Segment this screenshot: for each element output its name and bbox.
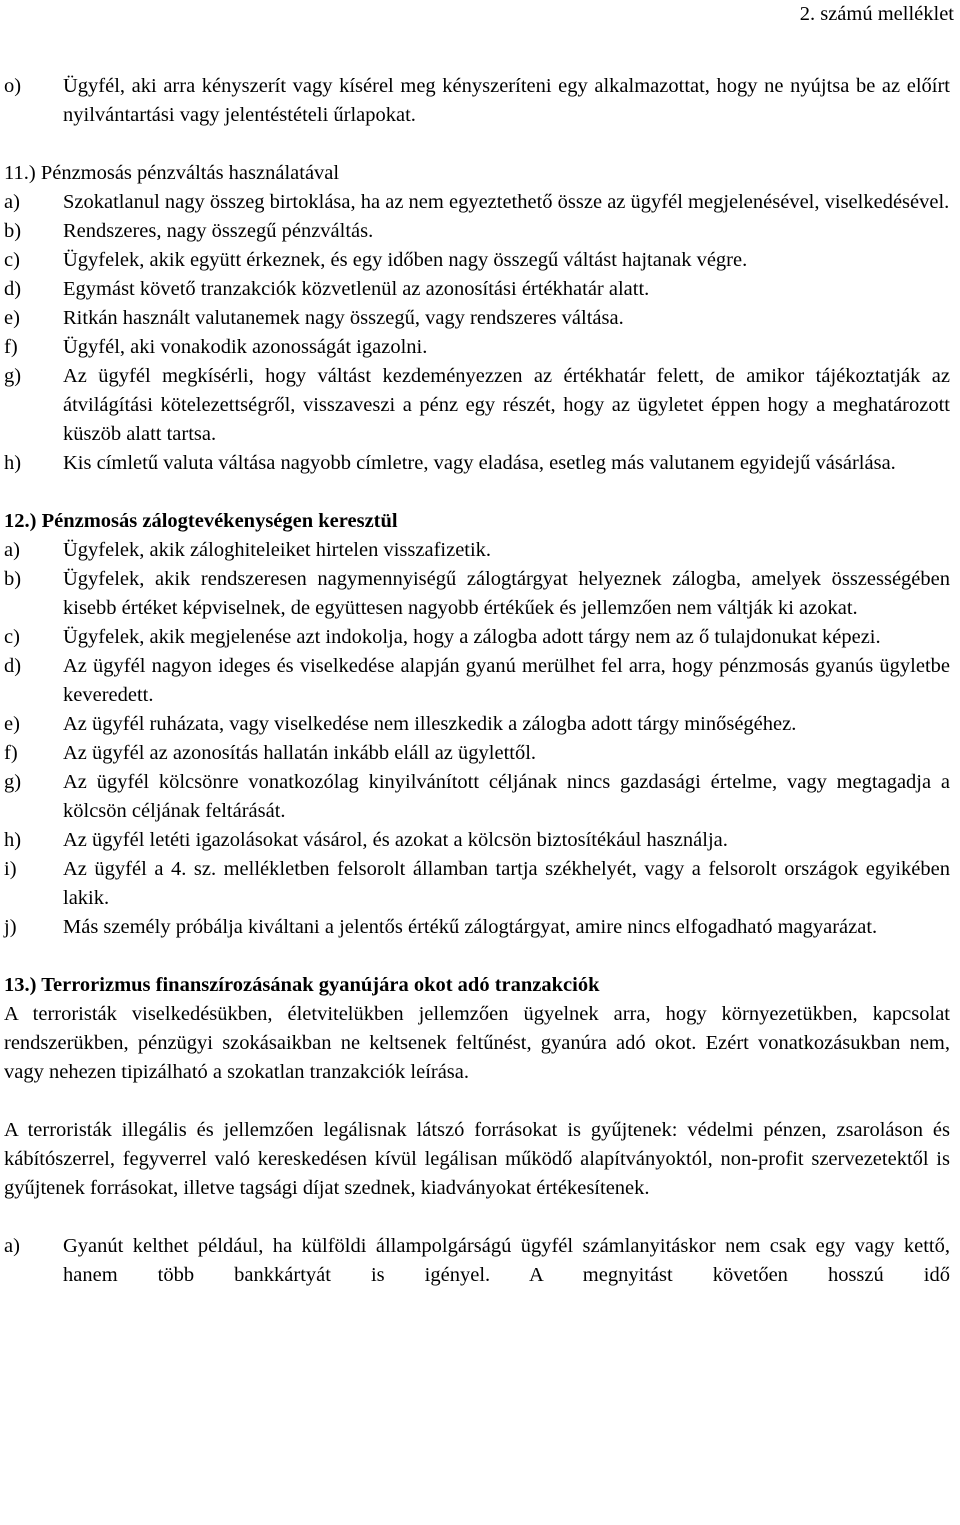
item-label: g)	[4, 365, 22, 387]
item-text: Egymást követő tranzakciók közvetlenül az azonosítási értékhatár alatt.	[63, 278, 650, 300]
item-text: Az ügyfél a 4. sz. mellékletben felsorolt államban tartja székhelyét, vagy a felsorolt országok egyikében lakik.	[63, 858, 950, 909]
list-item	[4, 333, 950, 362]
item-text: Ügyfél, aki vonakodik azonosságát igazolni.	[63, 336, 428, 358]
item-label: f)	[4, 742, 18, 764]
item-label: a)	[4, 539, 20, 561]
list-item	[4, 623, 950, 652]
item-text: Rendszeres, nagy összegű pénzváltás.	[63, 220, 374, 242]
item-label: h)	[4, 452, 22, 474]
item-label: c)	[4, 249, 20, 271]
item-text: Az ügyfél kölcsönre vonatkozólag kinyilvánított céljának nincs gazdasági értelme, vagy megtagadja a kölcsön céljának feltárását.	[63, 771, 950, 822]
list-item	[4, 72, 950, 130]
item-text: Ügyfelek, akik együtt érkeznek, és egy időben nagy összegű váltást hajtanak végre.	[63, 249, 748, 271]
section-title: 13.) Terrorizmus finanszírozásának gyanújára okot adó tranzakciók	[4, 974, 600, 996]
item-text: Gyanút kelthet például, ha külföldi állampolgárságú ügyfél számlanyitáskor nem csak egy vagy kettő, hanem több bankkártyát is igényel. A megnyitást követően hosszú idő	[63, 1235, 950, 1286]
section-title: 12.) Pénzmosás zálogtevékenységen keresztül	[4, 510, 398, 532]
list-item	[4, 826, 950, 855]
list-item	[4, 739, 950, 768]
item-text: Ügyfél, aki arra kényszerít vagy kísérel meg kényszeríteni egy alkalmazottat, hogy ne nyújtsa be az előírt nyilvántartási vagy jelentéstételi űrlapokat.	[63, 75, 950, 126]
item-text: Ügyfelek, akik rendszeresen nagymennyiségű zálogtárgyat helyeznek zálogba, amelyek összességében kisebb értéket képviselnek, de együttesen nagyobb értékűek és jellemzően nem váltják ki azokat.	[63, 568, 950, 619]
section-13	[4, 971, 950, 1290]
item-label: h)	[4, 829, 22, 851]
list-item	[4, 449, 950, 478]
list-item	[4, 188, 950, 217]
list-item	[4, 1232, 950, 1290]
item-label: o)	[4, 75, 22, 97]
list-item	[4, 710, 950, 739]
item-text: Az ügyfél ruházata, vagy viselkedése nem illeszkedik a zálogba adott tárgy minőségéhez.	[63, 713, 797, 735]
section-11	[4, 159, 950, 478]
item-label: g)	[4, 771, 22, 793]
item-label: i)	[4, 858, 17, 880]
item-text: Az ügyfél letéti igazolásokat vásárol, és azokat a kölcsön biztosítékául használja.	[63, 829, 728, 851]
list-item	[4, 913, 950, 942]
list-item	[4, 565, 950, 623]
item-label: c)	[4, 626, 20, 648]
item-text: Az ügyfél nagyon ideges és viselkedése alapján gyanú merülhet fel arra, hogy pénzmosás gyanús ügyletbe keveredett.	[63, 655, 950, 706]
item-label: b)	[4, 220, 22, 242]
item-label: b)	[4, 568, 22, 590]
item-label: d)	[4, 655, 22, 677]
item-label: e)	[4, 307, 20, 329]
list-item	[4, 362, 950, 449]
item-text: Az ügyfél az azonosítás hallatán inkább eláll az ügylettől.	[63, 742, 537, 764]
item-label: j)	[4, 916, 17, 938]
item-text: Az ügyfél megkísérli, hogy váltást kezdeményezzen az értékhatár felett, de amikor tájékoztatják az átvilágítási kötelezettségről, visszaveszi a pénz egy részét, hogy az ügyletet éppen hogy a meghatározott küszöb alatt tartsa.	[63, 365, 950, 445]
item-text: Kis címletű valuta váltása nagyobb címletre, vagy eladása, esetleg más valutanem egyidejű vásárlása.	[63, 452, 896, 474]
annex-label: 2. számú melléklet	[799, 3, 954, 25]
item-label: d)	[4, 278, 22, 300]
section-title: 11.) Pénzmosás pénzváltás használatával	[4, 162, 340, 184]
paragraph: A terroristák illegális és jellemzően legálisnak látszó forrásokat is gyűjtenek: védelmi pénzen, zsaroláson és kábítószerrel, fegyverrel való kereskedésen kívül legálisan működő alapítványoktól, non-profit szervezetektől is gyűjtenek forrásokat, illetve tagsági díjat szednek, kiadványokat értékesítenek.	[4, 1119, 950, 1199]
section-12	[4, 507, 950, 942]
list-item	[4, 855, 950, 913]
list-item	[4, 652, 950, 710]
list-item	[4, 304, 950, 333]
item-label: e)	[4, 713, 20, 735]
item-text: Ügyfelek, akik záloghiteleiket hirtelen visszafizetik.	[63, 539, 492, 561]
item-text: Más személy próbálja kiváltani a jelentős értékű zálogtárgyat, amire nincs elfogadható magyarázat.	[63, 916, 878, 938]
document-body	[4, 72, 950, 1290]
list-item	[4, 246, 950, 275]
item-label: a)	[4, 191, 20, 213]
paragraph: A terroristák viselkedésükben, életvitelükben jellemzően ügyelnek arra, hogy környezetükben, kapcsolat rendszerükben, pénzügyi szokásaikban ne keltsenek feltűnést, gyanúra adó okot. Ezért vonatkozásukban nem, vagy nehezen tipizálható a szokatlan tranzakciók leírása.	[4, 1003, 950, 1083]
list-item	[4, 768, 950, 826]
list-item	[4, 536, 950, 565]
item-text: Ritkán használt valutanemek nagy összegű, vagy rendszeres váltása.	[63, 307, 624, 329]
item-label: a)	[4, 1235, 20, 1257]
list-item	[4, 217, 950, 246]
item-label: f)	[4, 336, 18, 358]
list-item	[4, 275, 950, 304]
item-text: Szokatlanul nagy összeg birtoklása, ha az nem egyeztethető össze az ügyfél megjelenésével, viselkedésével.	[63, 191, 950, 213]
item-text: Ügyfelek, akik megjelenése azt indokolja, hogy a zálogba adott tárgy nem az ő tulajdonukat képezi.	[63, 626, 881, 648]
